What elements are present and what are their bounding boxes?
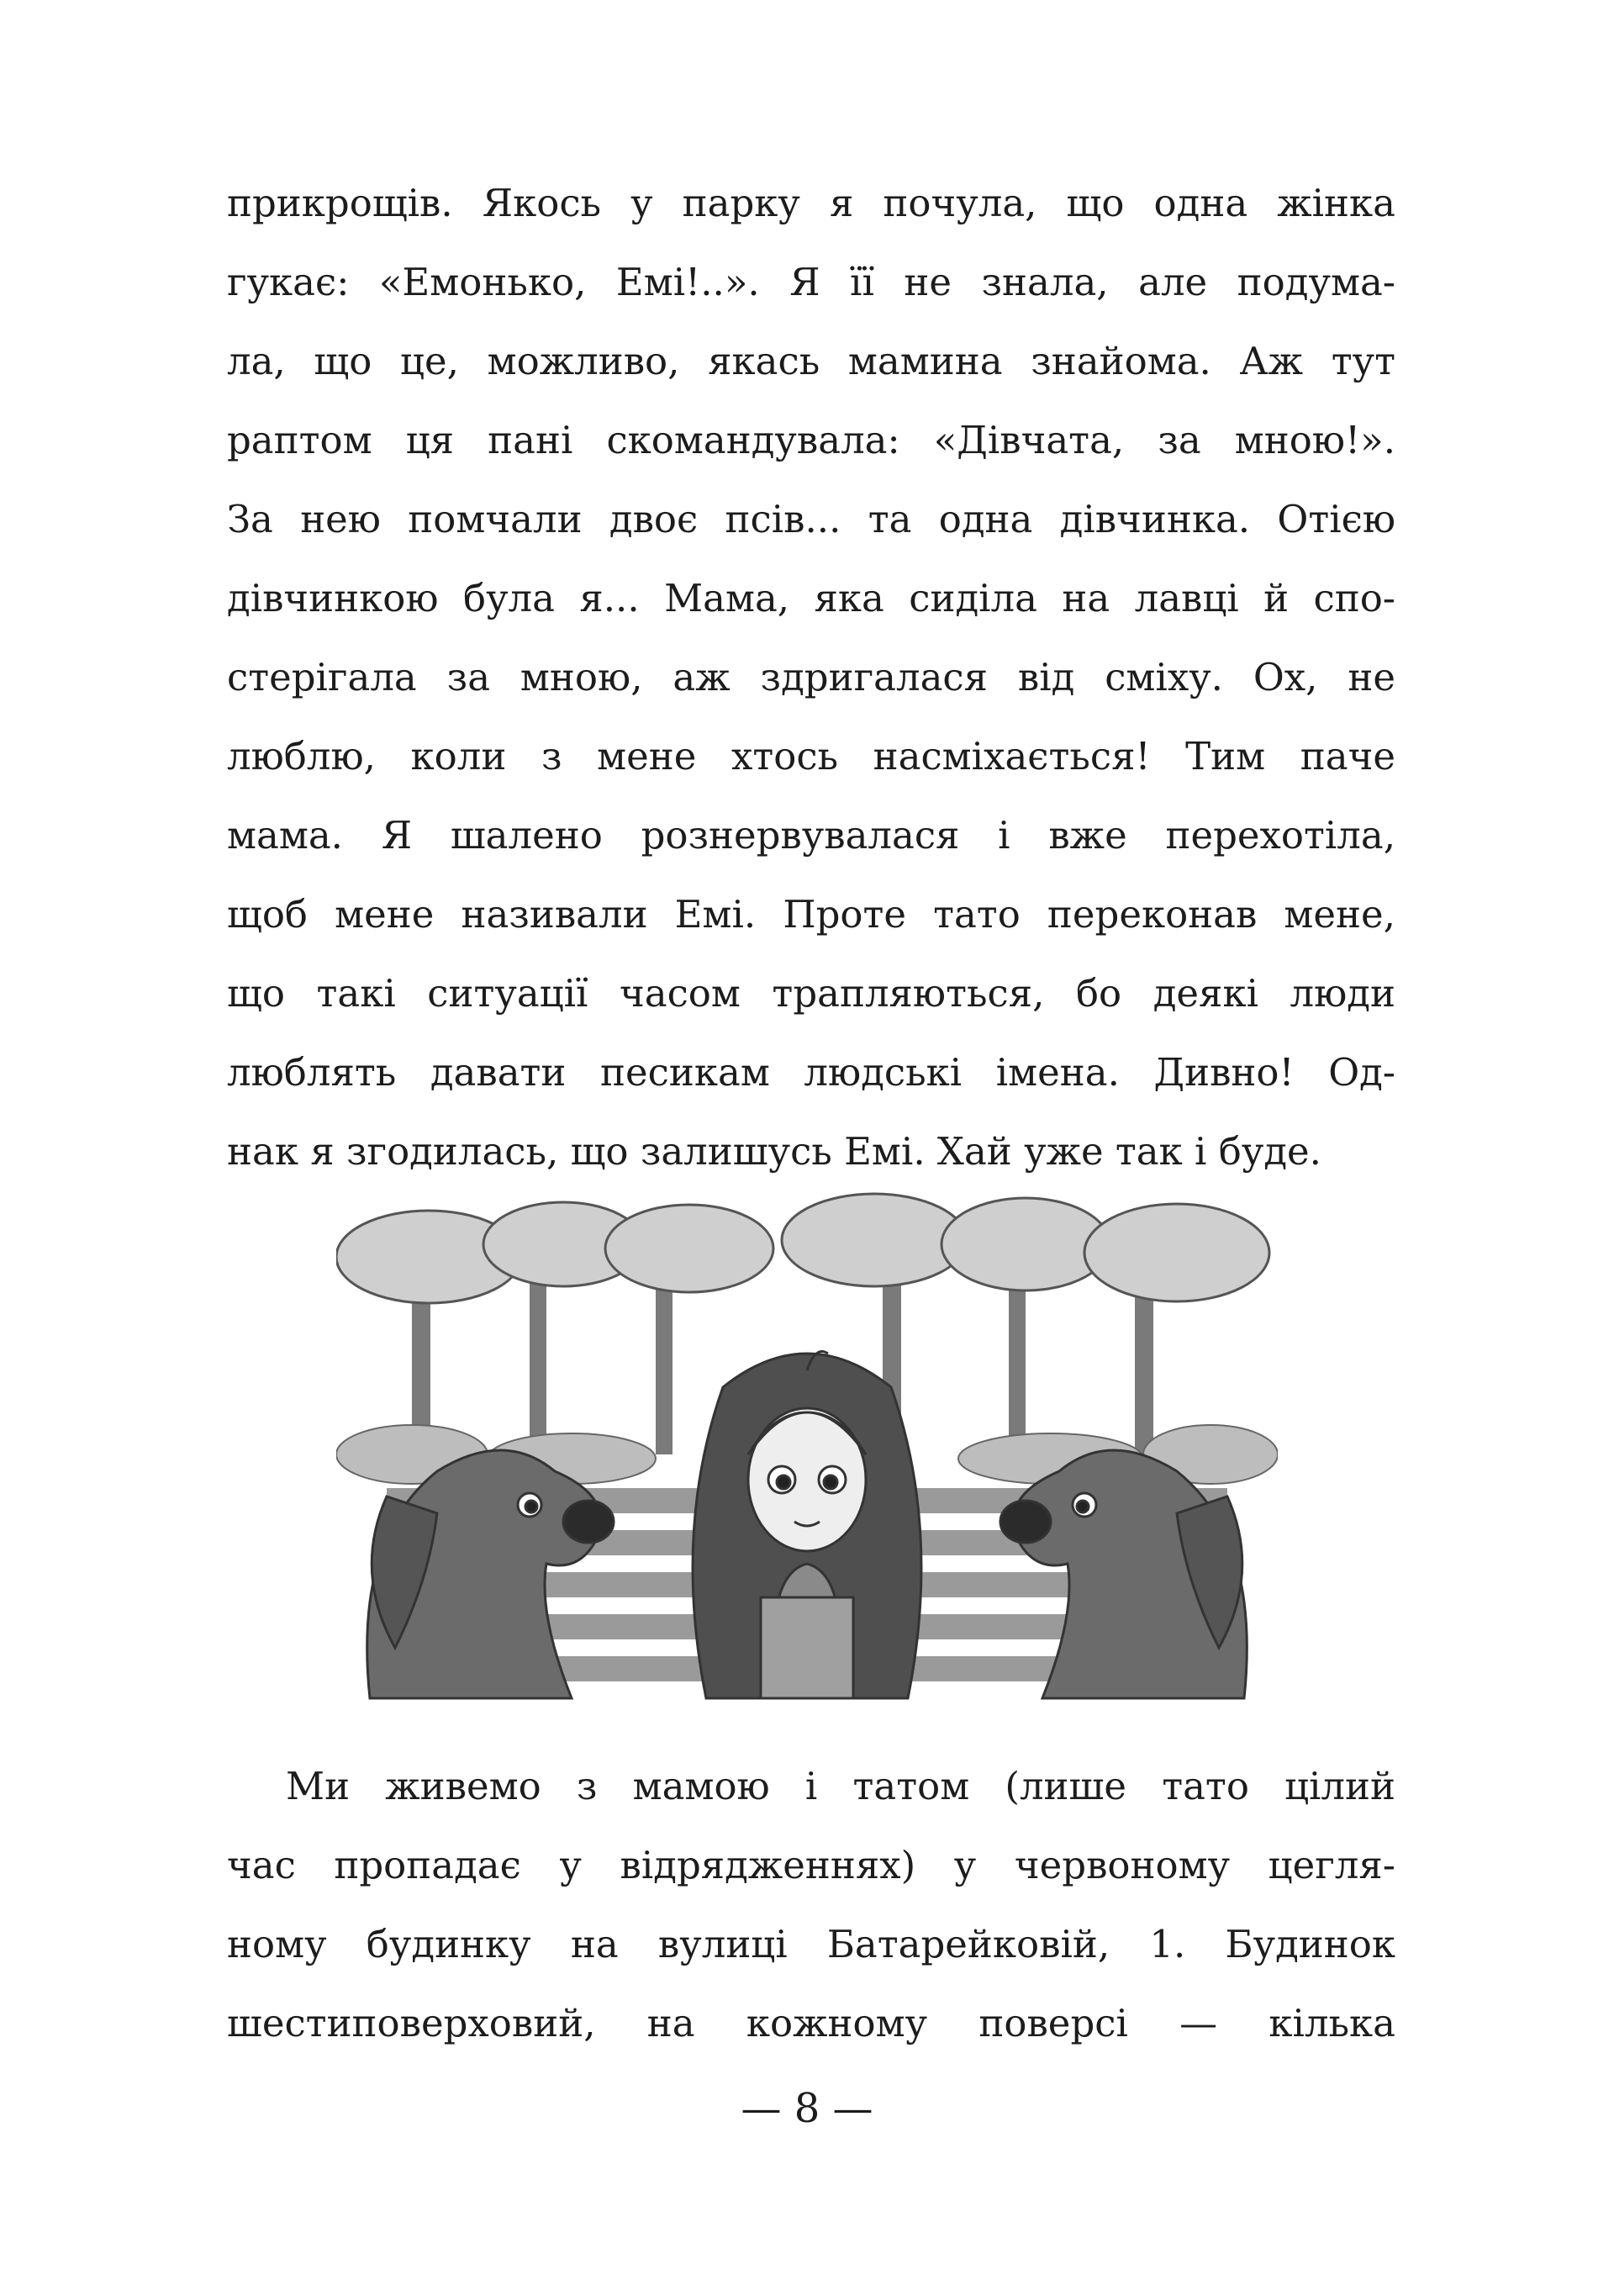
paragraph-1 — [227, 164, 1395, 1191]
paragraph-2 — [227, 1747, 1395, 2063]
park-bench-illustration — [336, 1177, 1278, 1723]
text-line: щоб мене називали Емі. Проте тато переконав мене, — [227, 892, 1395, 937]
text-line: час пропадає у відрядженнях) у червоному цегля- — [227, 1843, 1395, 1887]
text-line: дівчинкою була я... Мама, яка сиділа на лавці й спо- — [227, 576, 1395, 620]
text-line: раптом ця пані скомандувала: «Дівчата, за мною!». — [227, 418, 1395, 462]
text-line: люблю, коли з мене хтось насміхається! Тим паче — [227, 734, 1395, 779]
text-line: ла, що це, можливо, якась мамина знайома. Аж тут — [227, 339, 1395, 383]
text-line: шестиповерховий, на кожному поверсі — кілька — [227, 2001, 1395, 2045]
girl — [693, 1352, 921, 1699]
text-line: ному будинку на вулиці Батарейковій, 1. Будинок — [227, 1922, 1395, 1966]
text-line: Ми живемо з мамою і татом (лише тато цілий — [286, 1764, 1395, 1808]
page-number: — 8 — — [741, 2085, 873, 2132]
tree-foliage — [336, 1194, 1269, 1303]
text-line: гукає: «Емонько, Емі!..». Я її не знала, але подума- — [227, 260, 1395, 304]
text-line: нак я згодилась, що залишусь Емі. Хай уже так і буде. — [227, 1129, 1321, 1174]
text-line: За нею помчали двоє псів... та одна дівчинка. Отією — [227, 497, 1395, 541]
text-line: що такі ситуації часом трапляються, бо деякі люди — [227, 971, 1395, 1016]
text-line: люблять давати песикам людські імена. Дивно! Од- — [227, 1050, 1395, 1095]
text-line: мама. Я шалено рознервувалася і вже перехотіла, — [227, 813, 1395, 858]
text-line: прикрощів. Якось у парку я почула, що одна жінка — [227, 181, 1395, 225]
text-line: стерігала за мною, аж здригалася від сміху. Ох, не — [227, 655, 1395, 699]
